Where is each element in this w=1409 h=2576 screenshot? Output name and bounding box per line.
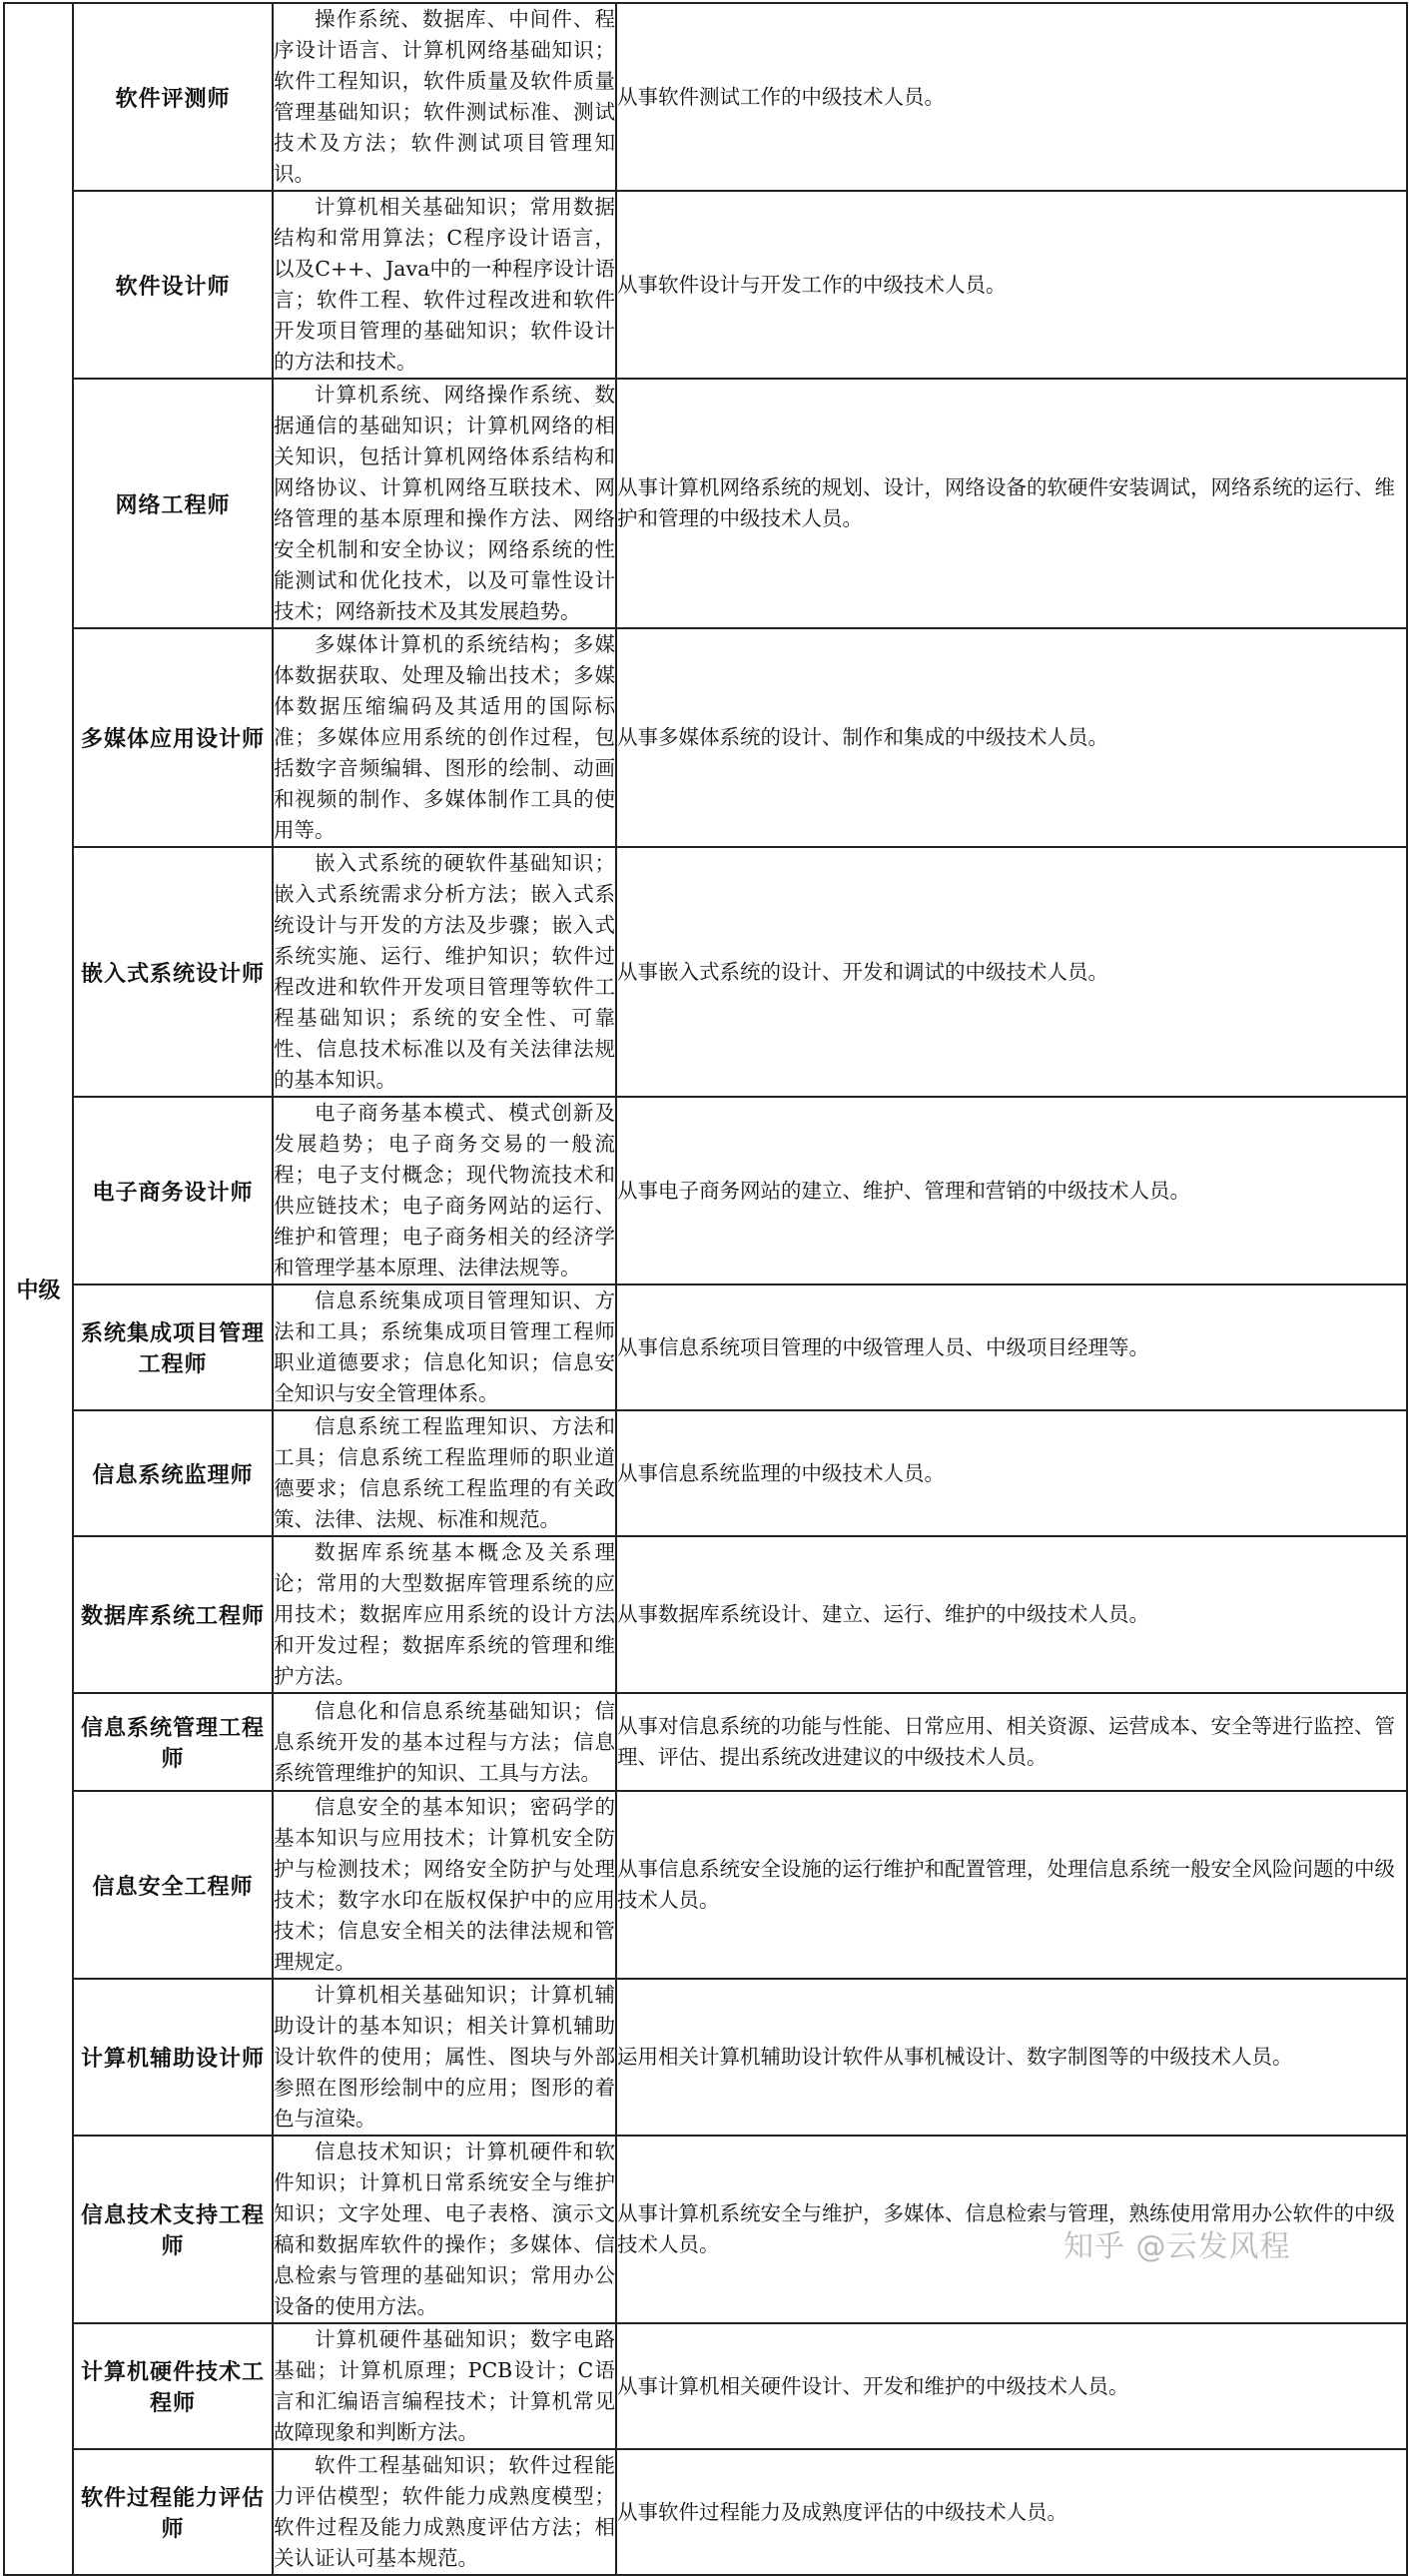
knowledge-text: 软件工程基础知识；软件过程能力评估模型；软件能力成熟度模型；软件过程及能力成熟度评估方法；相关认证认可基本规范。 (274, 2453, 615, 2570)
job-title: 信息系统监理师 (73, 1410, 273, 1536)
knowledge-cell (273, 2136, 616, 2323)
job-title: 信息技术支持工程师 (73, 2136, 273, 2323)
duty-cell: 从事电子商务网站的建立、维护、管理和营销的中级技术人员。 (616, 1097, 1407, 1285)
job-title: 软件评测师 (73, 3, 273, 191)
job-title: 数据库系统工程师 (73, 1536, 273, 1693)
knowledge-text: 计算机系统、网络操作系统、数据通信的基础知识；计算机网络的相关知识，包括计算机网络体系结构和网络协议、计算机网络互联技术、网络管理的基本原理和操作方法、网络安全机制和安全协议；网络系统的性能测试和优化技术，以及可靠性设计技术；网络新技术及其发展趋势。 (274, 383, 615, 623)
job-title: 计算机辅助设计师 (73, 1979, 273, 2136)
knowledge-text: 信息系统工程监理知识、方法和工具；信息系统工程监理师的职业道德要求；信息系统工程监理的有关政策、法律、法规、标准和规范。 (274, 1414, 615, 1531)
job-title: 电子商务设计师 (73, 1097, 273, 1285)
level-cell: 中级 (4, 3, 73, 2575)
knowledge-cell (273, 1979, 616, 2136)
table-row (4, 379, 1407, 628)
table-row (4, 1979, 1407, 2136)
job-title: 软件过程能力评估师 (73, 2449, 273, 2575)
duty-cell: 从事信息系统安全设施的运行维护和配置管理，处理信息系统一般安全风险问题的中级技术人员。 (616, 1791, 1407, 1979)
duty-cell: 从事软件过程能力及成熟度评估的中级技术人员。 (616, 2449, 1407, 2575)
knowledge-cell (273, 628, 616, 847)
knowledge-cell (273, 2449, 616, 2575)
duty-cell: 从事软件设计与开发工作的中级技术人员。 (616, 191, 1407, 379)
knowledge-text: 计算机相关基础知识；计算机辅助设计的基本知识；相关计算机辅助设计软件的使用；属性、图块与外部参照在图形绘制中的应用；图形的着色与渲染。 (274, 1983, 615, 2131)
table-row (4, 1536, 1407, 1693)
job-title: 系统集成项目管理工程师 (73, 1285, 273, 1410)
table-row (4, 847, 1407, 1097)
job-title: 信息安全工程师 (73, 1791, 273, 1979)
knowledge-cell (273, 1097, 616, 1285)
knowledge-text: 信息安全的基本知识；密码学的基本知识与应用技术；计算机安全防护与检测技术；网络安全防护与处理技术；数字水印在版权保护中的应用技术；信息安全相关的法律法规和管理规定。 (274, 1795, 615, 1974)
table-row (4, 1097, 1407, 1285)
knowledge-cell (273, 3, 616, 191)
knowledge-cell (273, 847, 616, 1097)
knowledge-cell (273, 1536, 616, 1693)
duty-cell: 从事多媒体系统的设计、制作和集成的中级技术人员。 (616, 628, 1407, 847)
duty-cell: 从事信息系统监理的中级技术人员。 (616, 1410, 1407, 1536)
table-row (4, 1791, 1407, 1979)
knowledge-text: 操作系统、数据库、中间件、程序设计语言、计算机网络基础知识；软件工程知识，软件质量及软件质量管理基础知识；软件测试标准、测试技术及方法；软件测试项目管理知识。 (274, 7, 615, 186)
table-row (4, 1410, 1407, 1536)
knowledge-text: 嵌入式系统的硬软件基础知识；嵌入式系统需求分析方法；嵌入式系统设计与开发的方法及步骤；嵌入式系统实施、运行、维护知识；软件过程改进和软件开发项目管理等软件工程基础知识；系统的安全性、可靠性、信息技术标准以及有关法律法规的基本知识。 (274, 851, 615, 1092)
duty-cell: 从事软件测试工作的中级技术人员。 (616, 3, 1407, 191)
table-row (4, 2323, 1407, 2449)
job-title: 软件设计师 (73, 191, 273, 379)
knowledge-text: 信息技术知识；计算机硬件和软件知识；计算机日常系统安全与维护知识；文字处理、电子表格、演示文稿和数据库软件的操作；多媒体、信息检索与管理的基础知识；常用办公设备的使用方法。 (274, 2140, 615, 2318)
job-title: 多媒体应用设计师 (73, 628, 273, 847)
knowledge-cell (273, 1410, 616, 1536)
table-row (4, 1693, 1407, 1791)
knowledge-cell (273, 1693, 616, 1791)
knowledge-cell (273, 2323, 616, 2449)
knowledge-text: 数据库系统基本概念及关系理论；常用的大型数据库管理系统的应用技术；数据库应用系统的设计方法和开发过程；数据库系统的管理和维护方法。 (274, 1540, 615, 1688)
job-title: 嵌入式系统设计师 (73, 847, 273, 1097)
knowledge-text: 多媒体计算机的系统结构；多媒体数据获取、处理及输出技术；多媒体数据压缩编码及其适用的国际标准；多媒体应用系统的创作过程，包括数字音频编辑、图形的绘制、动画和视频的制作、多媒体制作工具的使用等。 (274, 632, 615, 842)
knowledge-text: 信息系统集成项目管理知识、方法和工具；系统集成项目管理工程师职业道德要求；信息化知识；信息安全知识与安全管理体系。 (274, 1288, 615, 1405)
duty-cell: 从事嵌入式系统的设计、开发和调试的中级技术人员。 (616, 847, 1407, 1097)
table-row (4, 2449, 1407, 2575)
knowledge-text: 信息化和信息系统基础知识；信息系统开发的基本过程与方法；信息系统管理维护的知识、工具与方法。 (274, 1698, 615, 1785)
duty-cell: 从事计算机系统安全与维护，多媒体、信息检索与管理，熟练使用常用办公软件的中级技术人员。 (616, 2136, 1407, 2323)
watermark: 知乎 @云发风程 (1063, 2229, 1291, 2264)
knowledge-text: 计算机相关基础知识；常用数据结构和常用算法；C程序设计语言，以及C++、Java中的一种程序设计语言；软件工程、软件过程改进和软件开发项目管理的基础知识；软件设计的方法和技术。 (274, 195, 615, 374)
duty-cell: 从事计算机相关硬件设计、开发和维护的中级技术人员。 (616, 2323, 1407, 2449)
knowledge-cell (273, 1285, 616, 1410)
knowledge-cell (273, 379, 616, 628)
knowledge-cell (273, 191, 616, 379)
table-row (4, 1285, 1407, 1410)
knowledge-cell (273, 1791, 616, 1979)
job-title: 信息系统管理工程师 (73, 1693, 273, 1791)
duty-cell: 从事数据库系统设计、建立、运行、维护的中级技术人员。 (616, 1536, 1407, 1693)
exam-spec-table (3, 2, 1408, 2576)
duty-cell: 从事对信息系统的功能与性能、日常应用、相关资源、运营成本、安全等进行监控、管理、评估、提出系统改进建议的中级技术人员。 (616, 1693, 1407, 1791)
job-title: 计算机硬件技术工程师 (73, 2323, 273, 2449)
knowledge-text: 计算机硬件基础知识；数字电路基础；计算机原理；PCB设计；C语言和汇编语言编程技术；计算机常见故障现象和判断方法。 (274, 2327, 615, 2444)
table-row (4, 191, 1407, 379)
duty-cell: 运用相关计算机辅助设计软件从事机械设计、数字制图等的中级技术人员。 (616, 1979, 1407, 2136)
duty-cell: 从事信息系统项目管理的中级管理人员、中级项目经理等。 (616, 1285, 1407, 1410)
duty-cell: 从事计算机网络系统的规划、设计，网络设备的软硬件安装调试，网络系统的运行、维护和管理的中级技术人员。 (616, 379, 1407, 628)
knowledge-text: 电子商务基本模式、模式创新及发展趋势；电子商务交易的一般流程；电子支付概念；现代物流技术和供应链技术；电子商务网站的运行、维护和管理；电子商务相关的经济学和管理学基本原理、法律法规等。 (274, 1101, 615, 1280)
job-title: 网络工程师 (73, 379, 273, 628)
table-row (4, 628, 1407, 847)
table-row (4, 3, 1407, 191)
